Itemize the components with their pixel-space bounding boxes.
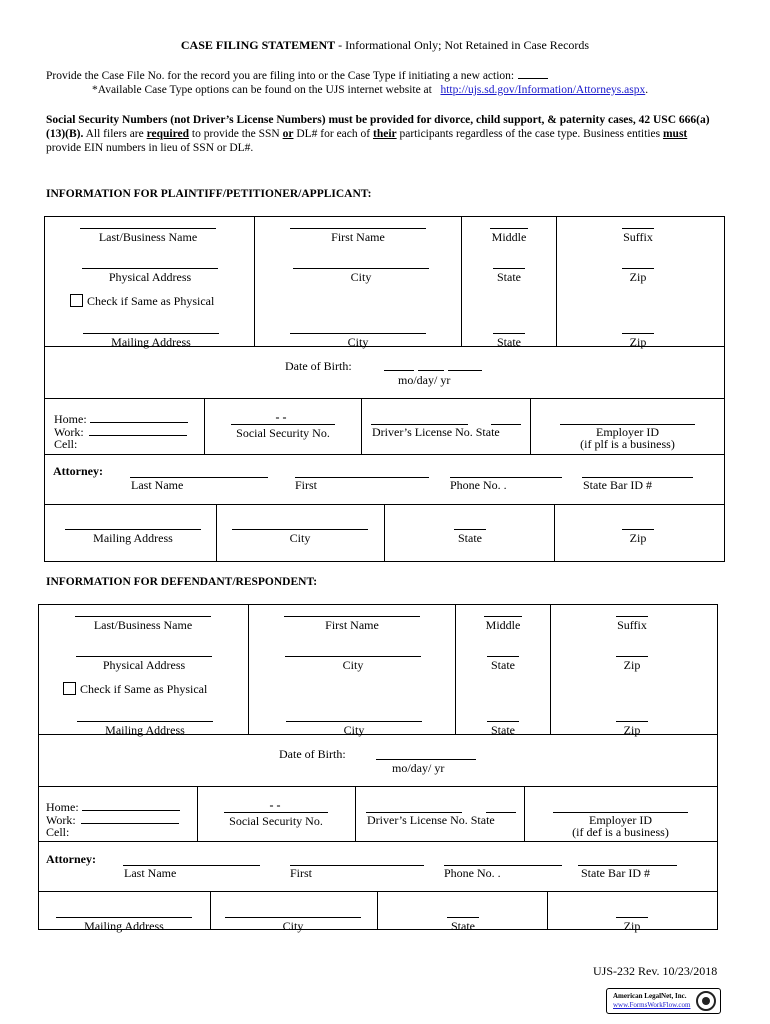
plaintiff-middle-field[interactable]: Middle <box>491 230 527 244</box>
plaintiff-dob-day[interactable] <box>418 370 444 371</box>
defendant-attorney-state-field[interactable]: State <box>447 917 479 934</box>
plaintiff-dob-label: Date of Birth: <box>285 359 352 373</box>
plaintiff-attorney-label: Attorney: <box>53 464 103 478</box>
checkbox-icon[interactable] <box>63 682 76 695</box>
defendant-employer-id-field[interactable]: Employer ID (if def is a business) <box>553 812 688 838</box>
globe-icon <box>696 991 716 1011</box>
plaintiff-zip-field[interactable]: Zip <box>622 268 654 285</box>
plaintiff-attorney-mailing-field[interactable]: Mailing Address <box>65 529 201 546</box>
defendant-city-field[interactable]: City <box>285 656 421 673</box>
plaintiff-home-phone[interactable] <box>90 413 188 423</box>
defendant-attorney-first-label: First <box>290 866 313 880</box>
intro-line-2: *Available Case Type options can be found on the UJS internet website at http://ujs.sd.gov/Information/Attorneys.aspx. <box>92 84 649 96</box>
form-reference: UJS-232 Rev. 10/23/2018 <box>593 964 718 978</box>
defendant-zip-field[interactable]: Zip <box>616 656 648 673</box>
defendant-physical-address-field[interactable]: Physical Address <box>76 656 212 673</box>
defendant-attorney-city-field[interactable]: City <box>225 917 361 934</box>
defendant-last-name-field[interactable]: Last/Business Name <box>75 616 211 633</box>
defendant-mailing-state-field[interactable]: State <box>487 721 519 738</box>
plaintiff-work-phone[interactable] <box>89 426 187 436</box>
plaintiff-mailing-state-field[interactable]: State <box>493 333 525 350</box>
defendant-heading: INFORMATION FOR DEFENDANT/RESPONDENT: <box>46 576 318 588</box>
plaintiff-attorney-zip-field[interactable]: Zip <box>622 529 654 546</box>
defendant-mailing-city-field[interactable]: City <box>286 721 422 738</box>
plaintiff-heading: INFORMATION FOR PLAINTIFF/PETITIONER/APPLICANT: <box>46 188 372 200</box>
plaintiff-attorney-phone-label: Phone No. . <box>450 478 507 492</box>
defendant-dob-label: Date of Birth: <box>279 747 346 761</box>
defendant-attorney-last-label: Last Name <box>124 866 177 880</box>
plaintiff-attorney-last-label: Last Name <box>131 478 184 492</box>
ujs-link[interactable]: http://ujs.sd.gov/Information/Attorneys.aspx <box>440 84 646 96</box>
plaintiff-physical-address-field[interactable]: Physical Address <box>82 268 218 285</box>
plaintiff-first-name-field[interactable]: First Name <box>290 228 426 245</box>
defendant-state-field[interactable]: State <box>487 656 519 673</box>
defendant-attorney-mailing-field[interactable]: Mailing Address <box>56 917 192 934</box>
plaintiff-dl-label: Driver’s License No. State <box>372 425 500 439</box>
plaintiff-attorney-city-field[interactable]: City <box>232 529 368 546</box>
defendant-home-phone[interactable] <box>82 801 180 811</box>
defendant-dob-format: mo/day/ yr <box>392 761 445 775</box>
defendant-attorney-zip-field[interactable]: Zip <box>616 917 648 934</box>
defendant-suffix-field[interactable]: Suffix <box>617 618 647 632</box>
plaintiff-suffix-field[interactable]: Suffix <box>623 230 653 244</box>
plaintiff-mailing-address-field[interactable]: Mailing Address <box>83 333 219 350</box>
defendant-attorney-bar-label: State Bar ID # <box>581 866 650 880</box>
publisher-logo: American LegalNet, Inc. www.FormsWorkFlow.com <box>606 988 721 1014</box>
defendant-first-name-field[interactable]: First Name <box>284 616 420 633</box>
defendant-mailing-zip-field[interactable]: Zip <box>616 721 648 738</box>
plaintiff-state-field[interactable]: State <box>493 268 525 285</box>
plaintiff-attorney-first-label: First <box>295 478 318 492</box>
plaintiff-ssn-dashes: - - <box>275 410 287 424</box>
plaintiff-same-as-physical[interactable]: Check if Same as Physical <box>70 294 214 309</box>
defendant-dl-label: Driver’s License No. State <box>367 813 495 827</box>
plaintiff-dob-mo[interactable] <box>384 370 414 371</box>
plaintiff-ssn-field[interactable]: Social Security No. <box>231 424 335 441</box>
checkbox-icon[interactable] <box>70 294 83 307</box>
defendant-attorney-label: Attorney: <box>46 852 96 866</box>
defendant-attorney-phone-label: Phone No. . <box>444 866 501 880</box>
defendant-same-as-physical[interactable]: Check if Same as Physical <box>63 682 207 697</box>
plaintiff-last-name-field[interactable]: Last/Business Name <box>80 228 216 245</box>
defendant-ssn-field[interactable]: Social Security No. <box>224 812 328 829</box>
plaintiff-attorney-bar-label: State Bar ID # <box>583 478 652 492</box>
defendant-work-phone[interactable] <box>81 814 179 824</box>
plaintiff-phones: Home: Work: Cell: <box>54 413 188 451</box>
defendant-mailing-address-field[interactable]: Mailing Address <box>77 721 213 738</box>
plaintiff-city-field[interactable]: City <box>293 268 429 285</box>
defendant-form-box <box>38 604 718 930</box>
ssn-notice: Social Security Numbers (not Driver’s License Numbers) must be provided for divorce, child support, & paternity cases, 42 USC 666(a)(13)(B). All filers are required to provide the SSN or DL# for each of their participants regardless of the case type. Business entities must provide EIN numbers in lieu of SSN or DL#. <box>46 114 710 154</box>
publisher-url-link[interactable]: www.FormsWorkFlow.com <box>613 1001 691 1009</box>
plaintiff-attorney-state-field[interactable]: State <box>454 529 486 546</box>
defendant-dob-input[interactable] <box>376 759 476 760</box>
defendant-phones: Home: Work: Cell: <box>46 801 180 839</box>
case-type-input[interactable] <box>518 68 548 79</box>
page-title: CASE FILING STATEMENT - Informational Only; Not Retained in Case Records <box>180 38 590 52</box>
intro-line-1: Provide the Case File No. for the record you are filing into or the Case Type if initiating a new action: <box>46 68 548 83</box>
plaintiff-dob-format: mo/day/ yr <box>398 373 451 387</box>
defendant-ssn-dashes: - - <box>269 798 281 812</box>
plaintiff-mailing-city-field[interactable]: City <box>290 333 426 350</box>
plaintiff-mailing-zip-field[interactable]: Zip <box>622 333 654 350</box>
plaintiff-dob-yr[interactable] <box>448 370 482 371</box>
plaintiff-employer-id-field[interactable]: Employer ID (if plf is a business) <box>560 424 695 450</box>
defendant-middle-field[interactable]: Middle <box>485 618 521 632</box>
